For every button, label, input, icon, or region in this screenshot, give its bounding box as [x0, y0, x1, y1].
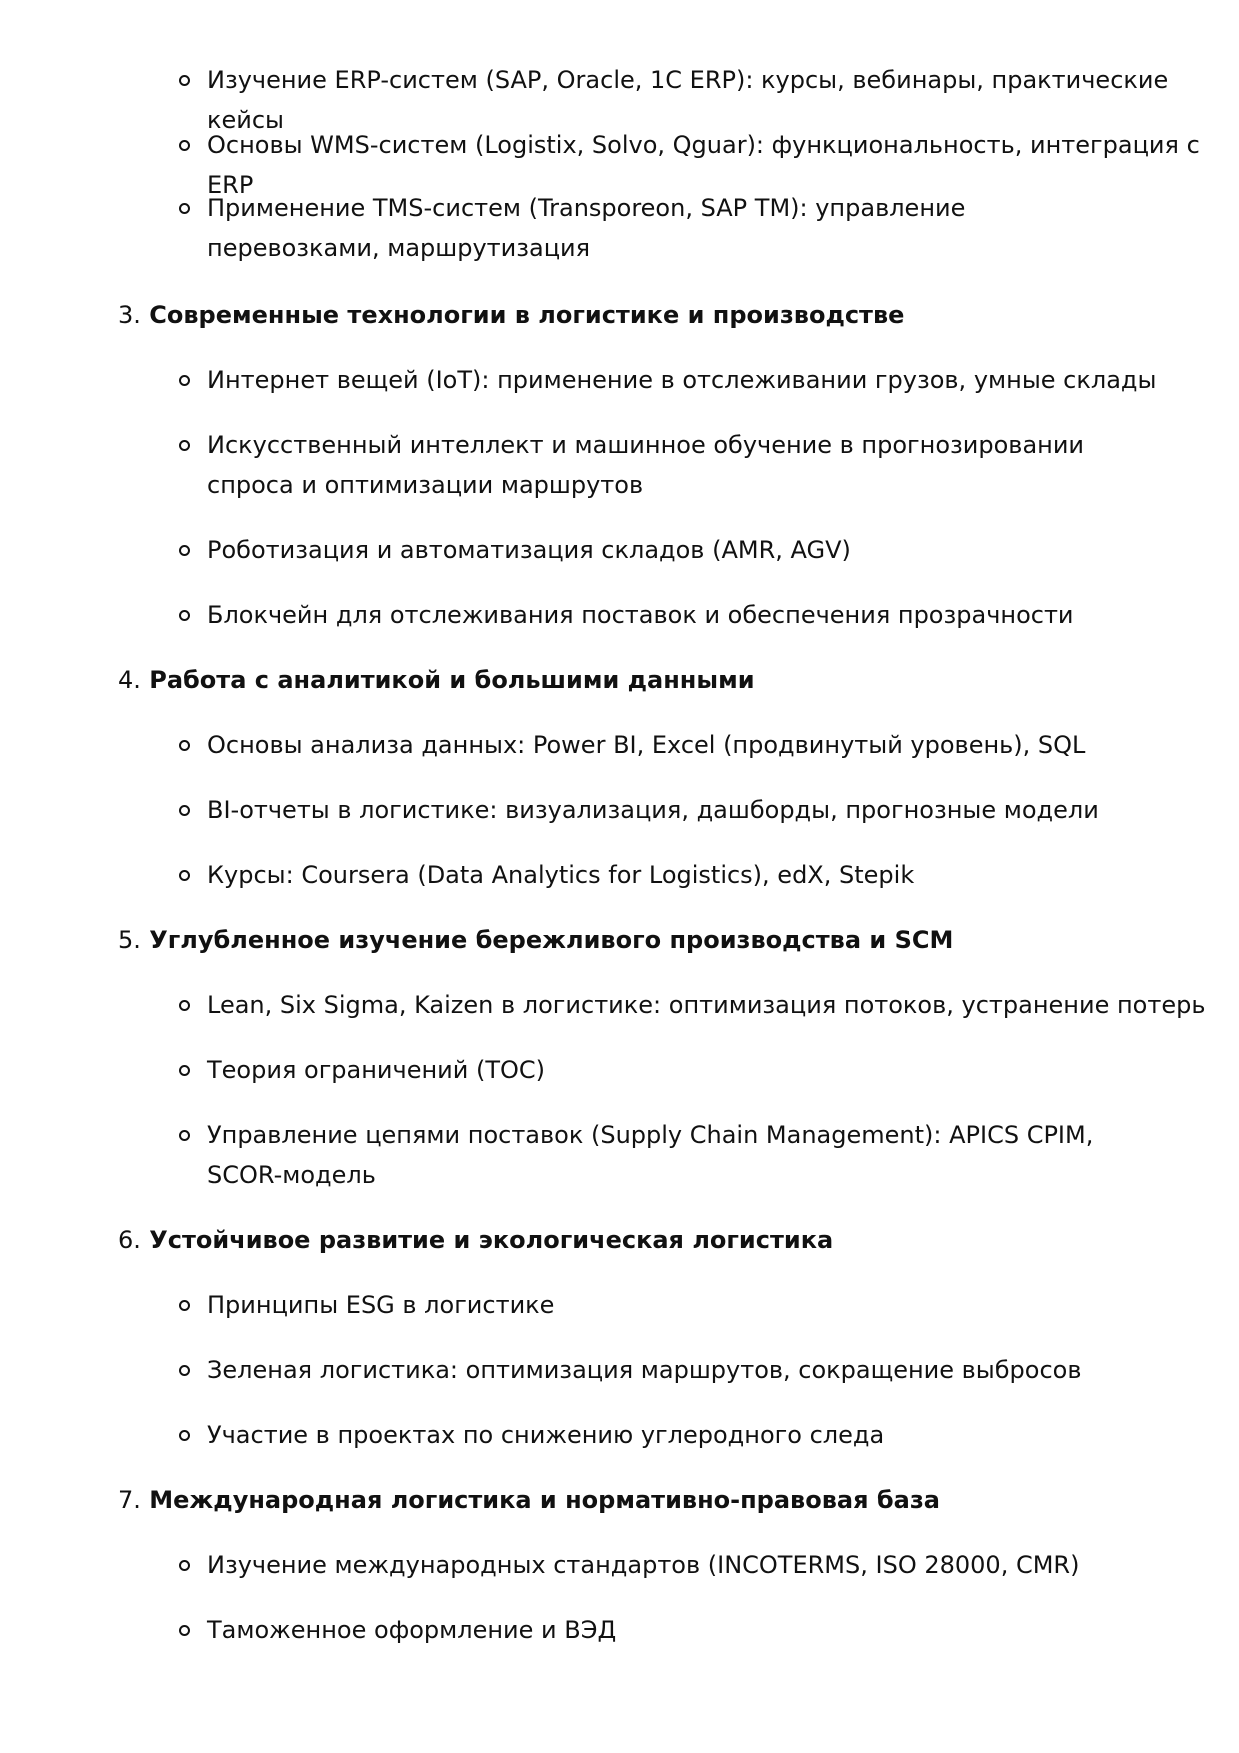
section-number: 7. — [118, 1486, 141, 1514]
circle-bullet-icon — [179, 1625, 190, 1636]
list-item — [207, 530, 1207, 570]
list-item — [207, 425, 1127, 505]
list-item-text: Роботизация и автоматизация складов (AMR, AGV) — [207, 536, 851, 564]
circle-bullet-icon — [179, 545, 190, 556]
list-item-text: Искусственный интеллект и машинное обучение в прогнозировании спроса и оптимизации маршрутов — [207, 431, 1085, 499]
list-item-text: Применение TMS-систем (Transporeon, SAP TM): управление перевозками, маршрутизация — [207, 194, 966, 262]
circle-bullet-icon — [179, 140, 190, 151]
circle-bullet-icon — [179, 1560, 190, 1571]
list-item — [207, 1350, 1207, 1390]
section-title: Современные технологии в логистике и производстве — [149, 301, 905, 329]
list-item — [207, 985, 1207, 1025]
circle-bullet-icon — [179, 610, 190, 621]
section-number: 6. — [118, 1226, 141, 1254]
list-item-text: Интернет вещей (IoT): применение в отслеживании грузов, умные склады — [207, 366, 1157, 394]
list-item — [207, 725, 1207, 765]
section-number: 5. — [118, 926, 141, 954]
list-item — [207, 1115, 1127, 1195]
circle-bullet-icon — [179, 1000, 190, 1011]
list-item — [207, 1610, 1207, 1650]
list-item-text: Управление цепями поставок (Supply Chain Management): APICS CPIM, SCOR-модель — [207, 1121, 1094, 1189]
circle-bullet-icon — [179, 440, 190, 451]
circle-bullet-icon — [179, 1365, 190, 1376]
list-item-text: Таможенное оформление и ВЭД — [207, 1616, 617, 1644]
circle-bullet-icon — [179, 870, 190, 881]
list-item — [207, 595, 1207, 635]
circle-bullet-icon — [179, 375, 190, 386]
list-item — [207, 1415, 1207, 1455]
section-number: 4. — [118, 666, 141, 694]
circle-bullet-icon — [179, 1065, 190, 1076]
list-item-text: Зеленая логистика: оптимизация маршрутов, сокращение выбросов — [207, 1356, 1082, 1384]
circle-bullet-icon — [179, 1430, 190, 1441]
circle-bullet-icon — [179, 203, 190, 214]
section-title: Работа с аналитикой и большими данными — [149, 666, 755, 694]
circle-bullet-icon — [179, 1300, 190, 1311]
list-item-text: Изучение ERP-систем (SAP, Oracle, 1C ERP): курсы, вебинары, практические кейсы — [207, 66, 1169, 134]
circle-bullet-icon — [179, 740, 190, 751]
list-item — [207, 1545, 1207, 1585]
list-item — [207, 188, 1127, 268]
circle-bullet-icon — [179, 805, 190, 816]
circle-bullet-icon — [179, 75, 190, 86]
list-item-text: Курсы: Coursera (Data Analytics for Logistics), edX, Stepik — [207, 861, 915, 889]
section-heading — [118, 1220, 833, 1260]
list-item-text: Изучение международных стандартов (INCOTERMS, ISO 28000, CMR) — [207, 1551, 1080, 1579]
list-item-text: Теория ограничений (TOC) — [207, 1056, 546, 1084]
section-heading — [118, 660, 755, 700]
section-title: Углубленное изучение бережливого производства и SCM — [149, 926, 954, 954]
list-item — [207, 1285, 1207, 1325]
list-item-text: BI-отчеты в логистике: визуализация, дашборды, прогнозные модели — [207, 796, 1099, 824]
list-item-text: Основы анализа данных: Power BI, Excel (продвинутый уровень), SQL — [207, 731, 1086, 759]
section-number: 3. — [118, 301, 141, 329]
list-item — [207, 1050, 1207, 1090]
section-title: Международная логистика и нормативно-правовая база — [149, 1486, 940, 1514]
list-item-text: Блокчейн для отслеживания поставок и обеспечения прозрачности — [207, 601, 1074, 629]
section-heading — [118, 1480, 940, 1520]
list-item-text: Участие в проектах по снижению углеродного следа — [207, 1421, 885, 1449]
circle-bullet-icon — [179, 1130, 190, 1141]
list-item — [207, 855, 1207, 895]
list-item — [207, 790, 1207, 830]
list-item-text: Принципы ESG в логистике — [207, 1291, 555, 1319]
list-item-text: Lean, Six Sigma, Kaizen в логистике: оптимизация потоков, устранение потерь — [207, 991, 1206, 1019]
section-heading — [118, 295, 904, 335]
list-item-text: Основы WMS-систем (Logistix, Solvo, Qguar): функциональность, интеграция с ERP — [207, 131, 1200, 199]
list-item — [207, 360, 1207, 400]
section-heading — [118, 920, 953, 960]
section-title: Устойчивое развитие и экологическая логистика — [149, 1226, 834, 1254]
